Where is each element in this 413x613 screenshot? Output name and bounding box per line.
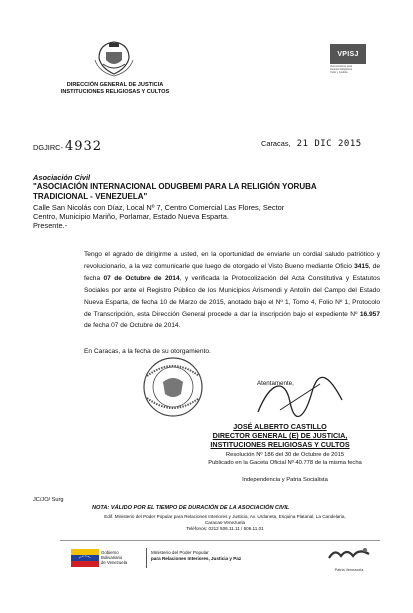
closing-line: En Caracas, a la fecha de su otorgamiento. [84,348,211,355]
ministry-label [151,550,281,561]
header-line-2: INSTITUCIONES RELIGIOSAS Y CULTOS [60,89,170,95]
edif-line-2: Caracas-Venezuela [204,520,246,525]
recipient-name-line-1: "ASOCIACIÓN INTERNACIONAL ODUGBEMI PARA LA RELIGIÓN YORUBA [33,182,317,191]
signatory-title-1: DIRECTOR GENERAL (E) DE JUSTICIA, [212,431,348,440]
patria-icon [325,546,373,562]
gob-line-3: de Venezuela [101,560,128,565]
institution-header [40,82,190,96]
recipient-name [33,182,378,202]
resolution-info [175,452,395,467]
vpisj-sub-1: Viceministerio para [330,65,353,68]
body-part-1: Tengo el agrado de dirigirme a usted, en la oportunidad de enviarle un cordial saludo patriótico y revolucionario, a la vez comunicarle que luego de otorgado el Visto Bueno mediante Oficio [84,251,380,270]
body-part-4: de fecha 07 de Octubre de 2014. [84,322,181,330]
body-part-2: , de fecha [84,262,380,282]
body-part-3: , y verificada la Protocolización del Acta Constitutiva y Estatutos Sociales por ante el Registro Público de los Municipios Arismendi y Antolín del Campo del Estado Nueva Esparta, de fecha 10 de Marzo de 2015, anotado bajo el Nº 1, Tomo 4, Folio Nº 1, Protocolo de Transcripción, esta Dirección General procede a dar la inscripción bajo el expediente Nº [84,274,380,318]
gob-line-1: Gobierno [101,550,119,555]
patria-text: Patria Venezuela [334,568,364,572]
expediente-number: 16.957 [359,310,380,318]
coat-of-arms-icon [91,38,137,78]
vpisj-subtitle [330,65,366,74]
greeting: Presente.- [33,221,68,230]
resolucion: Resolución Nº 186 del 30 de Octubre de 2015 [225,452,345,458]
vpisj-sub-3: Culto y Justicia [330,71,348,74]
place-date [261,139,362,149]
gob-line-2: Bolivariano [101,555,123,560]
address-line-1: Calle San Nicolás con Díaz, Local Nº 7, Centro Comercial Las Flores, Sector [33,203,285,212]
gaceta: Publicado en la Gaceta Oficial Nº 40.778 de la misma fecha [208,459,362,466]
vpisj-label: VPISJ [330,44,366,64]
stamped-date: 21 DIC 2015 [296,139,362,149]
initials: JC/JO/ Surg [33,497,64,503]
address-line-2: Centro, Municipio Mariño, Porlamar, Estado Nueva Esparta. [33,212,229,221]
signatory-title-2: INSTITUCIONES RELIGIOSAS Y CULTOS [210,440,350,449]
signature-icon [250,372,350,422]
edif-line-3: Teléfonos: 0212 506.11.11 / 506.11.01 [186,526,264,531]
oficio-date: 07 de Octubre de 2014 [103,274,180,282]
building-address [80,514,370,532]
signatory-block [185,422,375,449]
edif-line-1: Edif. Ministerio del Poder Popular para Relaciones Interiores y Justicia, Av. Urdaneta, Esquina Platanal, La Candelaria, [104,514,346,519]
patria-logo [325,546,373,572]
venezuela-flag-icon [71,549,99,567]
gobierno-label [101,550,145,565]
recipient-address [33,203,383,230]
recipient-type: Asociación Civil [33,173,91,182]
validity-note: NOTA: VÁLIDO POR EL TIEMPO DE DURACIÓN DE LA ASOCIACIÓN CIVIL [92,505,290,511]
min-line-1: Ministerio del Poder Popular [151,550,209,555]
motto: Independencia y Patria Socialista [242,477,328,483]
official-stamp-icon [141,356,205,418]
reference-number [33,139,102,154]
min-line-2: para Relaciones Interiores, Justicia y Paz [151,555,242,561]
reference-prefix: DGJIRC- [33,143,63,152]
vpisj-logo [330,44,366,82]
letter-body [84,249,380,332]
reference-handwritten-number: 4932 [64,139,103,154]
city: Caracas, [261,139,291,148]
header-line-1: DIRECCIÓN GENERAL DE JUSTICIA [66,82,164,88]
attentively: Atentamente, [257,380,294,387]
vpisj-sub-2: Asuntos Religiosos [330,68,353,71]
oficio-number: 3415 [354,262,369,270]
signatory-name: JOSÉ ALBERTO CASTILLO [233,422,327,431]
footer-separator [146,548,147,568]
recipient-name-line-2: TRADICIONAL - VENEZUELA" [33,192,148,201]
footer-divider [60,540,380,541]
